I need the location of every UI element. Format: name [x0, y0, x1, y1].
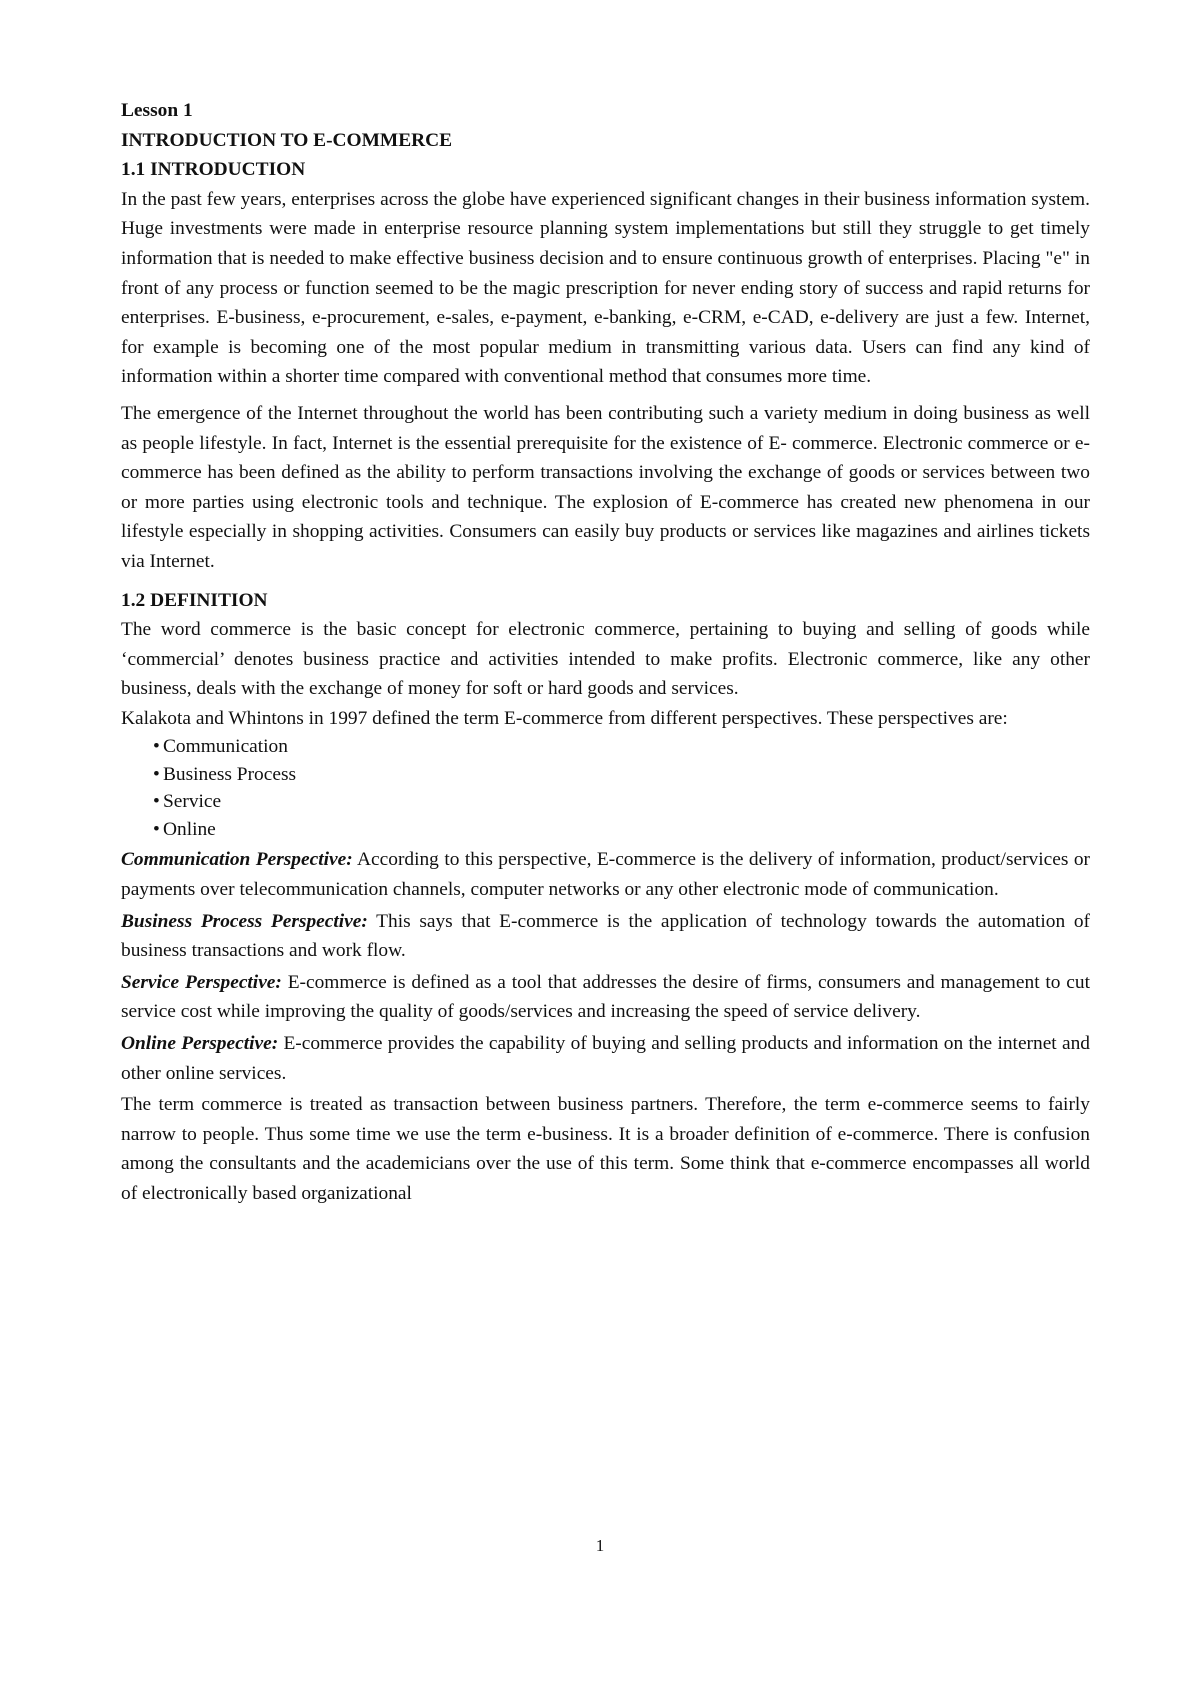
perspective-term: Business Process Perspective: [121, 910, 368, 932]
perspective-text: E-commerce provides the capability of buying and selling products and information on the internet and other online services. [121, 1033, 1090, 1084]
lesson-label: Lesson 1 [121, 100, 193, 121]
list-item [153, 816, 1090, 844]
definition-paragraph-1: The word commerce is the basic concept for electronic commerce, pertaining to buying and selling of goods while ‘commercial’ denotes business practice and activities intended to make profits. Electronic commerce, like any other business, deals with the exchange of money for soft or hard goods and services. [121, 619, 1090, 700]
page-number: 1 [595, 1536, 605, 1555]
intro-paragraph-2: The emergence of the Internet throughout the world has been contributing such a variety medium in doing business as well as people lifestyle. In fact, Internet is the essential prerequisite for the existence of E- commerce. Electronic commerce or e-commerce has been defined as the ability to perform transactions involving the exchange of goods or services between two or more parties using electronic tools and technique. The explosion of E-commerce has created new phenomena in our lifestyle especially in shopping activities. Consumers can easily buy products or services like magazines and airlines tickets via Internet. [121, 402, 1090, 572]
definition-paragraph-2: Kalakota and Whintons in 1997 defined the term E-commerce from different perspectives. These perspectives are: [121, 707, 1008, 729]
bullet-icon: • [153, 763, 160, 785]
lesson-title: INTRODUCTION TO E-COMMERCE [121, 129, 453, 151]
intro-paragraph-1: In the past few years, enterprises across the globe have experienced significant changes in their business information system. Huge investments were made in enterprise resource planning system implementations but still they struggle to get timely information that is needed to make effective business decision and to ensure continuous growth of enterprises. Placing "e" in front of any process or function seemed to be the magic prescription for never ending story of success and rapid returns for enterprises. E-business, e-procurement, e-sales, e-payment, e-banking, e-CRM, e-CAD, e-delivery are just a few. Internet, for example is becoming one of the most popular medium in transmitting various data. Users can find any kind of information within a shorter time compared with conventional method that consumes more time. [121, 188, 1090, 388]
bullet-icon: • [153, 791, 160, 813]
perspective-text: E-commerce is defined as a tool that addresses the desire of firms, consumers and management to cut service cost while improving the quality of goods/services and increasing the speed of service delivery. [121, 971, 1090, 1023]
section-introduction [121, 155, 1090, 576]
bullet-icon: • [153, 818, 160, 840]
section-heading-introduction: 1.1 INTRODUCTION [121, 159, 306, 181]
perspective-text: This says that E-commerce is the application of technology towards the automation of business transactions and work flow. [121, 910, 1090, 962]
business-process-perspective [121, 907, 1090, 966]
perspectives-list [121, 733, 1090, 843]
list-item-label: Service [163, 791, 222, 813]
online-perspective [121, 1029, 1090, 1088]
section-definition [121, 586, 1090, 1209]
perspective-term: Communication Perspective: [121, 849, 353, 871]
perspective-term: Online Perspective: [121, 1033, 279, 1055]
section-heading-definition: 1.2 DEFINITION [121, 589, 268, 611]
service-perspective [121, 968, 1090, 1027]
list-item [153, 733, 1090, 761]
perspective-text: According to this perspective, E-commerce is the delivery of information, product/services or payments over telecommunication channels, computer networks or any other electronic mode of communication. [121, 849, 1090, 901]
list-item [153, 761, 1090, 789]
list-item-label: Communication [163, 736, 288, 758]
list-item [153, 788, 1090, 816]
bullet-icon: • [153, 736, 160, 758]
list-item-label: Online [163, 818, 216, 840]
document-page [121, 96, 1090, 1209]
communication-perspective [121, 845, 1090, 904]
perspective-term: Service Perspective: [121, 971, 282, 993]
list-item-label: Business Process [163, 763, 297, 785]
closing-paragraph: The term commerce is treated as transaction between business partners. Therefore, the term e-commerce seems to fairly narrow to people. Thus some time we use the term e-business. It is a broader definition of e-commerce. There is confusion among the consultants and the academicians over the use of this term. Some think that e-commerce encompasses all world of electronically based organizational [121, 1094, 1090, 1204]
